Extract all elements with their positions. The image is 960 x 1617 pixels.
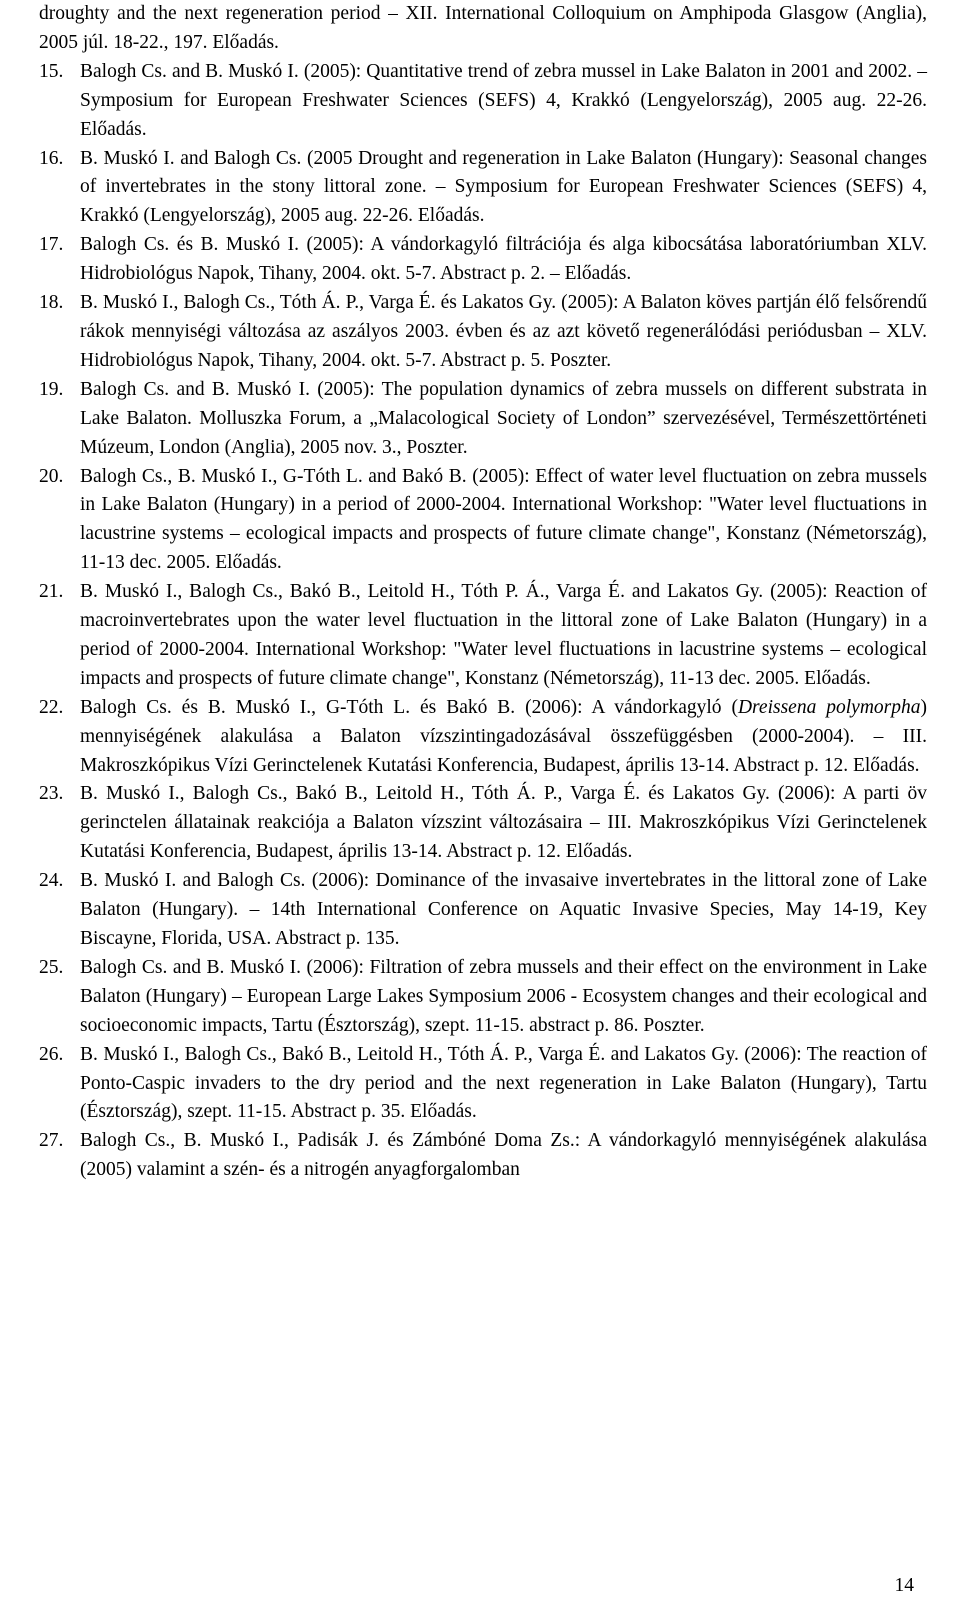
reference-text: Balogh Cs. and B. Muskó I. (2005): The population dynamics of zebra mussels on different substrata in Lake Balaton. Molluszka Forum, a „Malacological Society of London” szervezésével, Természettörténeti Múzeum, London (Anglia), 2005 nov. 3., Poszter. <box>80 378 927 458</box>
reference-text: B. Muskó I., Balogh Cs., Tóth Á. P., Varga É. és Lakatos Gy. (2005): A Balaton köves partján élő felsőrendű rákok mennyiségi változása az aszályos 2003. évben és az azt követő regenerálódási periódusban – XLV. Hidrobiológus Napok, Tihany, 2004. okt. 5-7. Abstract p. 5. Poszter. <box>80 292 927 371</box>
reference-text: B. Muskó I., Balogh Cs., Bakó B., Leitold H., Tóth Á. P., Varga É. and Lakatos Gy. (2006): The reaction of Ponto-Caspic invaders to the dry period and the next regeneration in Lake Balaton (Hungary), Tartu (Észtország), szept. 11-15. Abstract p. 35. Előadás. <box>80 1043 927 1123</box>
reference-item-16 <box>39 145 927 232</box>
reference-number: 20. <box>39 465 64 487</box>
reference-number: 19. <box>39 378 64 400</box>
reference-text: droughty and the next regeneration period – XII. International Colloquium on Amphipoda Glasgow (Anglia), 2005 júl. 18-22., 197. Előadás. <box>39 3 927 53</box>
reference-item-20 <box>39 463 927 579</box>
reference-number: 16. <box>39 147 64 169</box>
reference-text: B. Muskó I. and Balogh Cs. (2006): Dominance of the invasaive invertebrates in the littoral zone of Lake Balaton (Hungary). – 14th International Conference on Aquatic Invasive Species, May 14-19, Key Biscayne, Florida, USA. Abstract p. 135. <box>80 870 927 949</box>
reference-item-17 <box>39 231 927 289</box>
reference-item-15 <box>39 58 927 145</box>
reference-text-part: Balogh Cs. és B. Muskó I., G-Tóth L. és Bakó B. (2006): A vándorkagyló ( <box>80 696 738 718</box>
reference-number: 22. <box>39 696 64 718</box>
reference-text: Balogh Cs. és B. Muskó I. (2005): A vándorkagyló filtrációja és alga kibocsátása laboratóriumban XLV. Hidrobiológus Napok, Tihany, 2004. okt. 5-7. Abstract p. 2. – Előadás. <box>80 234 927 285</box>
reference-list <box>39 0 927 1185</box>
reference-item-18 <box>39 289 927 376</box>
reference-number: 15. <box>39 60 64 82</box>
reference-item-22 <box>39 694 927 781</box>
reference-number: 21. <box>39 581 64 603</box>
reference-text: B. Muskó I., Balogh Cs., Bakó B., Leitold H., Tóth P. Á., Varga É. and Lakatos Gy. (2005): Reaction of macroinvertebrates upon the water level fluctuation in the littoral zone of Lake Balaton (Hungary) in a period of 2000-2004. International Workshop: "Water level fluctuations in lacustrine systems – ecological impacts and prospects of future climate change", Konstanz (Németország), 11-13 dec. 2005. Előadás. <box>80 581 927 689</box>
reference-text: B. Muskó I., Balogh Cs., Bakó B., Leitold H., Tóth Á. P., Varga É. és Lakatos Gy. (2006): A parti öv gerinctelen állatainak reakciója a Balaton vízszint változásaira – III. Makroszkópikus Vízi Gerinctelenek Kutatási Konferencia, Budapest, április 13-14. Abstract p. 12. Előadás. <box>80 783 927 863</box>
reference-item-25 <box>39 954 927 1041</box>
reference-text: Balogh Cs. and B. Muskó I. (2006): Filtration of zebra mussels and their effect on the environment in Lake Balaton (Hungary) – European Large Lakes Symposium 2006 - Ecosystem changes and their ecological and socioeconomic impacts, Tartu (Észtország), szept. 11-15. abstract p. 86. Poszter. <box>80 956 927 1036</box>
reference-item-19 <box>39 376 927 463</box>
reference-text: Balogh Cs., B. Muskó I., G-Tóth L. and Bakó B. (2005): Effect of water level fluctuation on zebra mussels in Lake Balaton (Hungary) in a period of 2000-2004. International Workshop: "Water level fluctuations in lacustrine systems – ecological impacts and prospects of future climate change", Konstanz (Németország), 11-13 dec. 2005. Előadás. <box>80 465 927 574</box>
reference-number: 27. <box>39 1130 64 1152</box>
reference-item-21 <box>39 578 927 694</box>
reference-text-part: ) mennyiségének alakulása a Balaton vízszintingadozásával összefüggésben (2000-2004). – III. Makroszkópikus Vízi Gerinctelenek Kutatási Konferencia, Budapest, április 13-14. Abstract p. 12. Előadás. <box>80 696 927 776</box>
reference-text <box>80 694 927 781</box>
reference-item-23 <box>39 780 927 867</box>
reference-number: 25. <box>39 956 64 978</box>
species-name: Dreissena polymorpha <box>737 696 921 718</box>
reference-number: 18. <box>39 292 64 314</box>
reference-item-24 <box>39 867 927 954</box>
reference-number: 26. <box>39 1043 64 1065</box>
reference-item-26 <box>39 1041 927 1128</box>
reference-number: 17. <box>39 234 64 256</box>
reference-number: 23. <box>39 783 64 805</box>
reference-text: Balogh Cs. and B. Muskó I. (2005): Quantitative trend of zebra mussel in Lake Balaton in 2001 and 2002. – Symposium for European Freshwater Sciences (SEFS) 4, Krakkó (Lengyelország), 2005 aug. 22-26. Előadás. <box>80 60 927 140</box>
page-number: 14 <box>894 1575 914 1596</box>
reference-text: B. Muskó I. and Balogh Cs. (2005 Drought and regeneration in Lake Balaton (Hungary): Seasonal changes of invertebrates in the stony littoral zone. – Symposium for European Freshwater Sciences (SEFS) 4, Krakkó (Lengyelország), 2005 aug. 22-26. Előadás. <box>80 147 927 227</box>
reference-number: 24. <box>39 870 64 892</box>
reference-item-continued <box>39 0 927 58</box>
reference-text: Balogh Cs., B. Muskó I., Padisák J. és Zámbóné Doma Zs.: A vándorkagyló mennyiségének alakulása (2005) valamint a szén- és a nitrogén anyagforgalomban <box>80 1130 927 1181</box>
reference-item-27 <box>39 1127 927 1185</box>
